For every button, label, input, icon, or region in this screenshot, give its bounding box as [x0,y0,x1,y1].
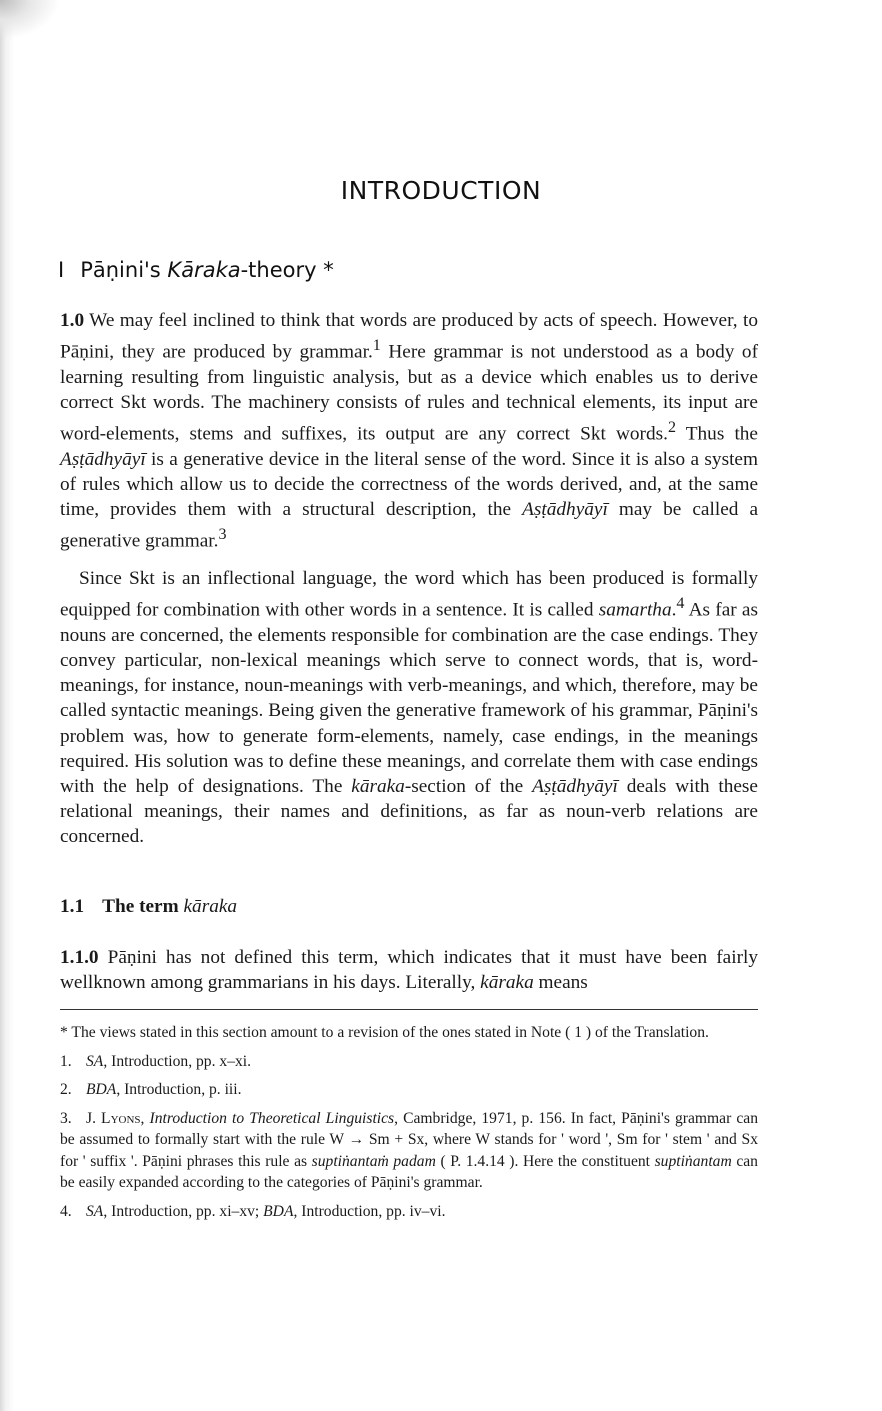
footnote-label: 1. [60,1052,72,1070]
paragraph-number: 1.0 [60,310,85,331]
italic-term: kāraka [351,776,405,798]
subsection-label: The term [102,896,184,917]
text-run: Pāṇini has not defined this term, which indicates that it must have been fairly wellknown among grammarians in his days. Literally, [60,947,758,994]
footnote-ref: 2 [667,419,676,437]
footnote-text: , Introduction, pp. x–xi. [103,1052,252,1070]
section-number: I [58,258,65,282]
paragraph-1-1-0 [60,945,758,995]
footnote-label: 3. [60,1109,72,1127]
subsection-heading [60,896,237,918]
footnote-ref: 1 [372,337,381,355]
footnote-label: 4. [60,1202,72,1220]
footnote-label: 2. [60,1081,72,1098]
section-title-rest: -theory * [240,258,334,282]
footnote-abbr: SA [86,1202,104,1220]
text-run: means [533,972,588,994]
footnote-text: can be easily expanded according to the categories of Pāṇini's grammar. [60,1152,758,1191]
text-run: is a generative device in the literal sense of the word. Since it is also a system of rules which allow us to decide the correctness of the words derived, and, at the same time, provides them with a structural description, the [60,448,758,521]
footnote-text: , Introduction, pp. xi–xv; [103,1202,264,1220]
footnote-divider [60,1009,758,1010]
footnote-text: , Introduction, p. iii. [116,1081,242,1098]
paragraph-number: 1.1.0 [60,947,99,968]
text-run: As far as nouns are concerned, the elements responsible for combination are the case endings. They convey particular, non-lexical meanings which serve to connect words, that is, word-meanings, for instance, noun-meanings with verb-meanings, and which, therefore, may be called syntactic meanings. Being given the generative framework of his grammar, Pāṇini's problem was, how to generate form-elements, namely, case endings, in the meanings required. His solution was to define these meanings, and correlate them with case endings with the help of designations. The [60,599,758,798]
text-run: Here grammar is not understood as a body of learning resulting from linguistic analysis, but as a device which enables us to derive correct Skt words. The machinery consists of rules and technical elements, its input are word-elements, stems and suffixes, its output are any correct Skt words. [60,341,758,445]
footnote-book: Introduction to Theoretical Linguistics [149,1109,395,1127]
subsection-term: kāraka [183,896,238,917]
footnote-text: The views stated in this section amount to a revision of the ones stated in Note ( 1 ) of the Translation. [71,1024,709,1041]
text-run: Since Skt is an inflectional language, the word which has been produced is formally equipped for combination with other words in a sentence. It is called [60,568,758,621]
italic-term: Aṣṭādhyāyī [522,499,608,521]
paragraph-1-0 [60,308,758,554]
footnote-italic: suptiṅantaṁ padam [311,1152,436,1170]
scan-edge [0,0,14,1411]
italic-term: Aṣṭādhyāyī [60,448,146,470]
footnote-abbr: BDA [86,1081,117,1098]
text-run: deals with these relational meanings, their names and definitions, as far as noun-verb relations are concerned. [60,776,758,848]
footnote-text: , [140,1109,150,1127]
footnote-author: J. Lyons [86,1109,141,1127]
page-heading: INTRODUCTION [340,176,542,205]
italic-term: kāraka [480,972,534,994]
scan-corner [0,0,60,40]
text-run: -section of the [404,776,533,798]
footnote-star [60,1022,758,1044]
footnote-text: , Introduction, pp. iv–vi. [293,1202,446,1220]
footnote-italic: suptiṅantam [654,1152,732,1170]
footnote-abbr: SA [86,1052,104,1070]
section-title [58,258,334,282]
footnotes [60,1022,758,1229]
footnote-2 [60,1079,758,1101]
footnote-3 [60,1108,758,1194]
text-run: may be called a generative grammar. [60,499,759,552]
section-title-plain: Pāṇini's [80,258,168,282]
footnote-1 [60,1051,758,1073]
footnote-text: , Cambridge, 1971, p. 156. In fact, Pāṇini's grammar can be assumed to formally start with the rule W → Sm + Sx, where W stands for ' word ', Sm for ' stem ' and Sx for ' suffix '. Pāṇini phrases this rule as [60,1109,759,1170]
paragraph-2 [60,566,758,850]
footnote-label: * [60,1024,68,1041]
footnote-abbr: BDA [263,1202,294,1220]
footnote-text: ( P. 1.4.14 ). Here the constituent [435,1152,655,1170]
text-run: . [671,599,677,621]
text-run: We may feel inclined to think that words are produced by acts of speech. However, to Pāṇini, they are produced by grammar. [60,310,758,363]
footnote-ref: 4 [676,595,685,613]
footnote-4 [60,1201,758,1223]
italic-term: samartha [598,599,672,621]
footnote-ref: 3 [218,526,227,544]
subsection-number: 1.1 [60,896,85,917]
italic-term: Aṣṭādhyāyī [532,776,618,798]
section-title-italic: Kāraka [167,258,241,282]
text-run: Thus the [675,423,758,445]
